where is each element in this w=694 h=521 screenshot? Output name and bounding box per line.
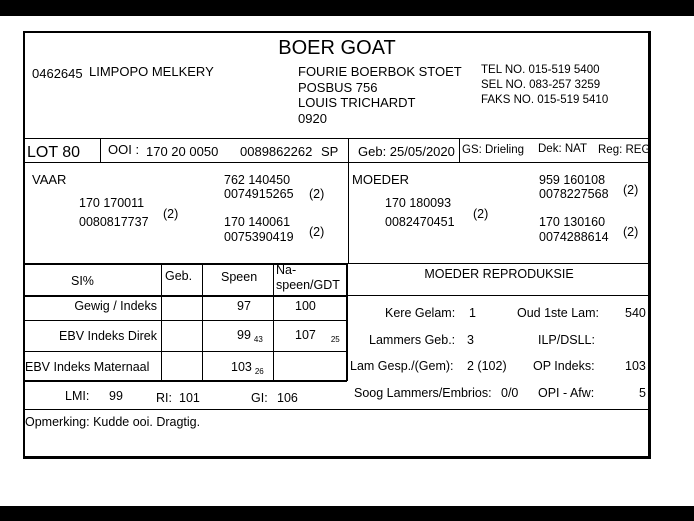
op-indeks-label: OP Indeks:	[533, 359, 595, 373]
divider	[348, 138, 349, 162]
vaar-dam-number: 170 140061	[224, 215, 291, 229]
oud-lam-label: Oud 1ste Lam:	[517, 306, 599, 320]
divider	[348, 162, 349, 263]
divider	[161, 263, 162, 381]
col-header-geb: Geb.	[165, 269, 193, 283]
reproduction-title: MOEDER REPRODUKSIE	[424, 267, 574, 281]
ooi-number: 170 20 0050	[146, 144, 219, 159]
vaar-count: (2)	[163, 207, 179, 221]
gs-status: GS: Drieling	[462, 144, 524, 156]
opi-afw-value: 5	[639, 386, 646, 400]
divider	[25, 409, 651, 410]
reg-status: Reg: REG	[598, 144, 651, 156]
address-line2: LOUIS TRICHARDT	[298, 95, 416, 110]
vaar-id: 0080817737	[79, 215, 149, 229]
ri-value: 101	[179, 391, 200, 405]
divider	[202, 263, 203, 381]
moeder-dam-id: 0074288614	[539, 230, 609, 244]
lmi-value: 99	[109, 389, 123, 403]
lam-gesp-label: Lam Gesp./(Gem):	[350, 359, 454, 373]
moeder-id: 0082470451	[385, 215, 455, 229]
gi-value: 106	[277, 391, 298, 405]
op-indeks-value: 103	[625, 359, 646, 373]
direk-speen-sub: 43	[253, 335, 263, 344]
ooi-id: 0089862262	[240, 144, 313, 159]
divider	[25, 320, 347, 321]
vaar-dam-id: 0075390419	[224, 230, 294, 244]
ooi-label: OOI :	[108, 142, 140, 157]
gewig-speen: 97	[237, 299, 251, 313]
stud-name: FOURIE BOERBOK STOET	[298, 64, 462, 79]
breeder-id: 0462645	[32, 66, 83, 81]
vaar-dam-count: (2)	[309, 225, 325, 239]
vaar-label: VAAR	[32, 172, 67, 187]
divider	[25, 351, 347, 352]
moeder-dam-count: (2)	[623, 225, 639, 239]
moeder-sire-id: 0078227568	[539, 187, 609, 201]
dek-status: Dek: NAT	[538, 143, 587, 155]
moeder-label: MOEDER	[352, 172, 410, 187]
kere-gelam-label: Kere Gelam:	[385, 306, 456, 320]
remarks: Opmerking: Kudde ooi. Dragtig.	[25, 415, 201, 429]
oud-lam-value: 540	[625, 306, 646, 320]
divider	[273, 263, 274, 381]
divider	[25, 138, 651, 139]
divider	[25, 380, 347, 382]
address-line3: 0920	[298, 111, 327, 126]
direk-naspeen	[295, 328, 340, 342]
divider	[100, 138, 101, 162]
divider	[25, 162, 651, 163]
paper	[0, 16, 694, 506]
vaar-sire-id: 0074915265	[224, 187, 294, 201]
maternaal-speen-value: 103	[231, 360, 252, 374]
moeder-dam-number: 170 130160	[539, 215, 606, 229]
birth-date: Geb: 25/05/2020	[358, 144, 455, 159]
divider	[347, 263, 651, 264]
direk-naspeen-sub: 25	[330, 335, 340, 344]
direk-naspeen-value: 107	[295, 328, 316, 342]
sel-number: SEL NO. 083-257 3259	[481, 79, 601, 91]
moeder-sire-number: 959 160108	[539, 173, 606, 187]
lot-number: LOT 80	[27, 144, 81, 161]
moeder-count: (2)	[473, 207, 489, 221]
lmi-label: LMI:	[65, 389, 90, 403]
divider	[25, 295, 347, 297]
ooi-code: SP	[321, 144, 339, 159]
soog-label: Soog Lammers/Embrios:	[354, 386, 492, 400]
moeder-number: 170 180093	[385, 196, 452, 210]
soog-value: 0/0	[501, 386, 519, 400]
kere-gelam-value: 1	[469, 306, 476, 320]
vaar-sire-count: (2)	[309, 187, 325, 201]
ilp-label: ILP/DSLL:	[538, 333, 595, 347]
direk-speen	[237, 328, 263, 342]
maternaal-speen	[231, 360, 264, 374]
ri-label: RI:	[156, 391, 172, 405]
divider	[347, 295, 651, 296]
row-label-maternaal: EBV Indeks Maternaal	[25, 360, 150, 374]
row-label-direk: EBV Indeks Direk	[59, 329, 157, 343]
moeder-sire-count: (2)	[623, 183, 639, 197]
sale-card	[23, 31, 651, 459]
direk-speen-value: 99	[237, 328, 251, 342]
col-header-si: SI%	[71, 274, 94, 288]
col-header-naspeen: Na- speen/GDT	[276, 263, 340, 292]
maternaal-speen-sub: 26	[254, 367, 264, 376]
vaar-sire-number: 762 140450	[224, 173, 291, 187]
address-line1: POSBUS 756	[298, 80, 378, 95]
row-label-gewig: Gewig / Indeks	[74, 299, 157, 313]
divider	[459, 138, 460, 162]
col-header-speen: Speen	[221, 270, 258, 284]
faks-number: FAKS NO. 015-519 5410	[481, 94, 609, 106]
lammers-geb-value: 3	[467, 333, 474, 347]
tel-number: TEL NO. 015-519 5400	[481, 64, 600, 76]
gewig-naspeen: 100	[295, 299, 316, 313]
vaar-number: 170 170011	[79, 196, 145, 210]
lam-gesp-value: 2 (102)	[467, 359, 507, 373]
breeder-name: LIMPOPO MELKERY	[89, 64, 214, 79]
card-title: BOER GOAT	[278, 37, 396, 59]
gi-label: GI:	[251, 391, 268, 405]
opi-afw-label: OPI - Afw:	[538, 386, 595, 400]
lammers-geb-label: Lammers Geb.:	[369, 333, 456, 347]
